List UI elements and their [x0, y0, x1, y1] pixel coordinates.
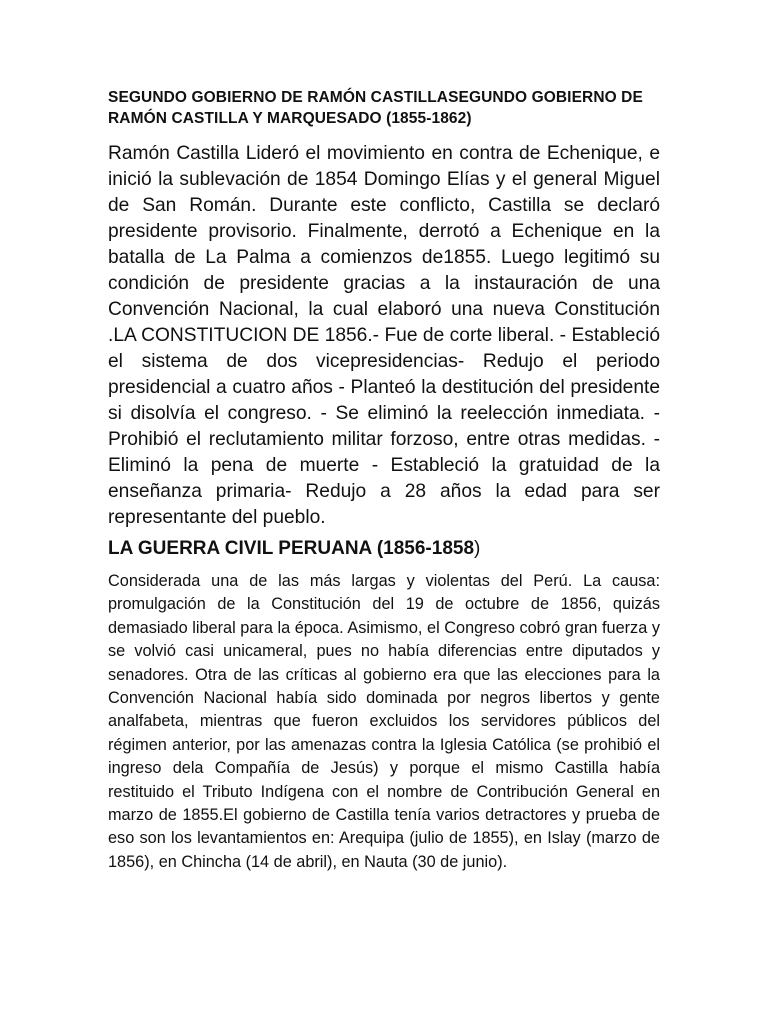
document-title: SEGUNDO GOBIERNO DE RAMÓN CASTILLASEGUNDO GOBIERNO DE RAMÓN CASTILLA Y MARQUESADO (1855-1862) [108, 89, 643, 127]
paragraph-segundo-gobierno: Ramón Castilla Lideró el movimiento en contra de Echenique, e inició la sublevación de 1854 Domingo Elías y el general Miguel de San Román. Durante este conflicto, Castilla se declaró presidente provisorio. Finalmente, derrotó a Echenique en la batalla de La Palma a comienzos de1855. Luego legitimó su condición de presidente gracias a la instauración de una Convención Nacional, la cual elaboró una nueva Constitución .LA CONSTITUCION DE 1856.- Fue de corte liberal. - Estableció el sistema de dos vicepresidencias- Redujo el periodo presidencial a cuatro años - Planteó la destitución del presidente si disolvía el congreso. - Se eliminó la reelección inmediata. - Prohibió el reclutamiento militar forzoso, entre otras medidas. - Eliminó la pena de muerte - Estableció la gratuidad de la enseñanza primaria- Redujo a 28 años la edad para ser representante del pueblo. [108, 143, 660, 528]
paragraph-guerra-civil: Considerada una de las más largas y violentas del Perú. La causa: promulgación de la Constitución del 19 de octubre de 1856, quizás demasiado liberal para la época. Asimismo, el Congreso cobró gran fuerza y se volvió casi unicameral, pues no había diferencias entre diputados y senadores. Otra de las críticas al gobierno era que las elecciones para la Convención Nacional había sido dominada por negros libertos y gente analfabeta, mientras que fueron excluidos los servidores públicos del régimen anterior, por las amenazas contra la Iglesia Católica (se prohibió el ingreso dela Compañía de Jesús) y porque el mismo Castilla había restituido el Tributo Indígena con el nombre de Contribución General en marzo de 1855.El gobierno de Castilla tenía varios detractores y prueba de eso son los levantamientos en: Arequipa (julio de 1855), en Islay (marzo de 1856), en Chincha (14 de abril), en Nauta (30 de junio). [108, 572, 660, 871]
section-heading-guerra-civil [108, 536, 668, 562]
section-heading-closing-paren: ) [474, 538, 481, 559]
section-heading-text: LA GUERRA CIVIL PERUANA (1856-1858 [108, 538, 475, 559]
